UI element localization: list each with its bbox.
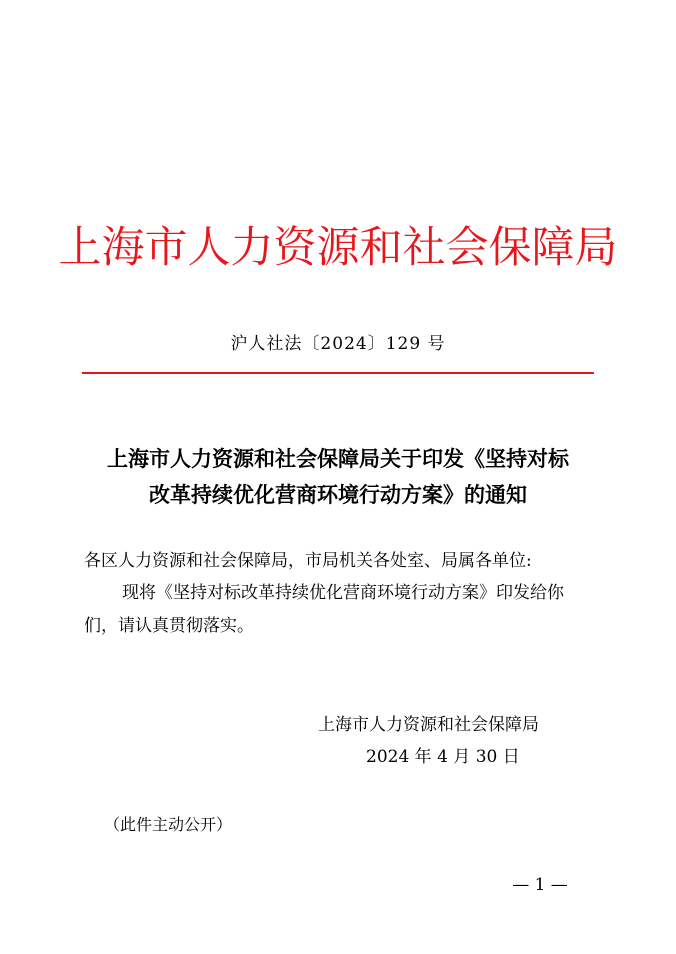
addressee-line: 各区人力资源和社会保障局，市局机关各处室、局属各单位: <box>84 551 532 571</box>
document-title-line-2: 改革持续优化营商环境行动方案》的通知 <box>149 482 527 507</box>
issuing-organization-header: 上海市人力资源和社会保障局 <box>58 223 618 273</box>
body-paragraph-line-2: 们，请认真贯彻落实。 <box>84 616 254 636</box>
disclosure-note: （此件主动公开） <box>104 815 233 834</box>
document-title <box>70 441 606 513</box>
document-title-line-1: 上海市人力资源和社会保障局关于印发《坚持对标 <box>107 446 569 471</box>
body-paragraph <box>84 577 604 643</box>
signature-organization: 上海市人力资源和社会保障局 <box>318 715 539 735</box>
body-paragraph-line-1: 现将《坚持对标改革持续优化营商环境行动方案》印发给你 <box>122 583 564 603</box>
signature-date: 2024 年 4 月 30 日 <box>366 747 520 767</box>
page-number: — 1 — <box>512 875 568 895</box>
document-number: 沪人社法〔2024〕129 号 <box>230 334 446 354</box>
red-divider-line <box>82 372 594 374</box>
signature-block <box>318 709 578 773</box>
